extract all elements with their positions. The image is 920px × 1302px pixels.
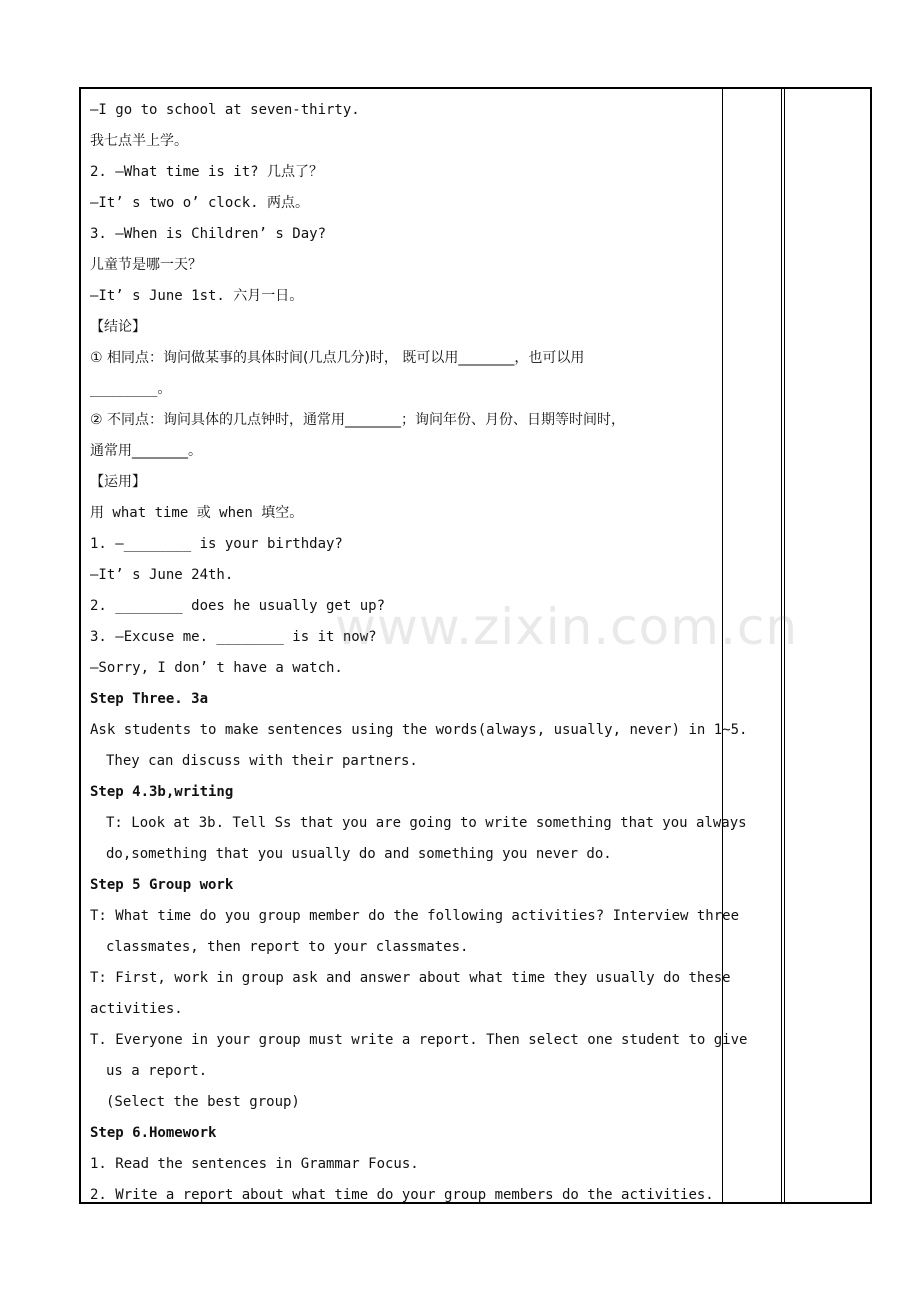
section-heading-practice: 【运用】 xyxy=(90,474,146,490)
text-line: (Select the best group) xyxy=(106,1094,300,1110)
text-line: They can discuss with their partners. xyxy=(106,753,418,769)
text-line: classmates, then report to your classmates. xyxy=(106,939,469,955)
watermark: www.zixin.com.cn xyxy=(335,598,799,656)
text-line: T. Everyone in your group must write a report. Then select one student to give xyxy=(90,1032,748,1048)
text-line: ① 相同点：询问做某事的具体时间(几点几分)时， 既可以用________，也可以用 xyxy=(90,350,585,366)
text-line: 2. Write a report about what time do your group members do the activities. xyxy=(90,1187,714,1203)
text-line: 1. Read the sentences in Grammar Focus. xyxy=(90,1156,419,1172)
text-line: do,something that you usually do and something you never do. xyxy=(106,846,612,862)
text-line: —Sorry, I don’ t have a watch. xyxy=(90,660,343,676)
step-heading: Step 4.3b,writing xyxy=(90,784,234,800)
text-line: activities. xyxy=(90,1001,183,1017)
text-line: 2. ________ does he usually get up? xyxy=(90,598,386,614)
text-line: us a report. xyxy=(106,1063,208,1079)
section-heading-conclusion: 【结论】 xyxy=(90,319,146,335)
text-line: 1. —________ is your birthday? xyxy=(90,536,343,552)
text-line: 儿童节是哪一天？ xyxy=(90,257,202,273)
text-line: —It’ s June 1st. 六月一日。 xyxy=(90,288,304,304)
text-line: 2. —What time is it? 几点了？ xyxy=(90,164,324,180)
text-line: 我七点半上学。 xyxy=(90,133,188,149)
text-line: 3. —Excuse me. ________ is it now? xyxy=(90,629,377,645)
text-line: ② 不同点：询问具体的几点钟时，通常用________；询问年份、月份、日期等时间时， xyxy=(90,412,625,428)
step-heading: Step 6.Homework xyxy=(90,1125,217,1141)
text-line: —It’ s June 24th. xyxy=(90,567,234,583)
text-line: 通常用________。 xyxy=(90,443,202,459)
step-heading: Step 5 Group work xyxy=(90,877,234,893)
text-line: —I go to school at seven-thirty. xyxy=(90,102,360,118)
text-line: —It’ s two o’ clock. 两点。 xyxy=(90,195,310,211)
text-line: T: What time do you group member do the following activities? Interview three xyxy=(90,908,740,924)
text-line: T: First, work in group ask and answer about what time they usually do these xyxy=(90,970,731,986)
text-line: 用 what time 或 when 填空。 xyxy=(90,505,304,521)
text-line: T: Look at 3b. Tell Ss that you are going to write something that you always xyxy=(106,815,747,831)
text-line: 3. —When is Children’ s Day? xyxy=(90,226,327,242)
text-line: Ask students to make sentences using the words(always, usually, never) in 1~5. xyxy=(90,722,748,738)
text-line: ________。 xyxy=(90,381,172,397)
step-heading: Step Three. 3a xyxy=(90,691,209,707)
